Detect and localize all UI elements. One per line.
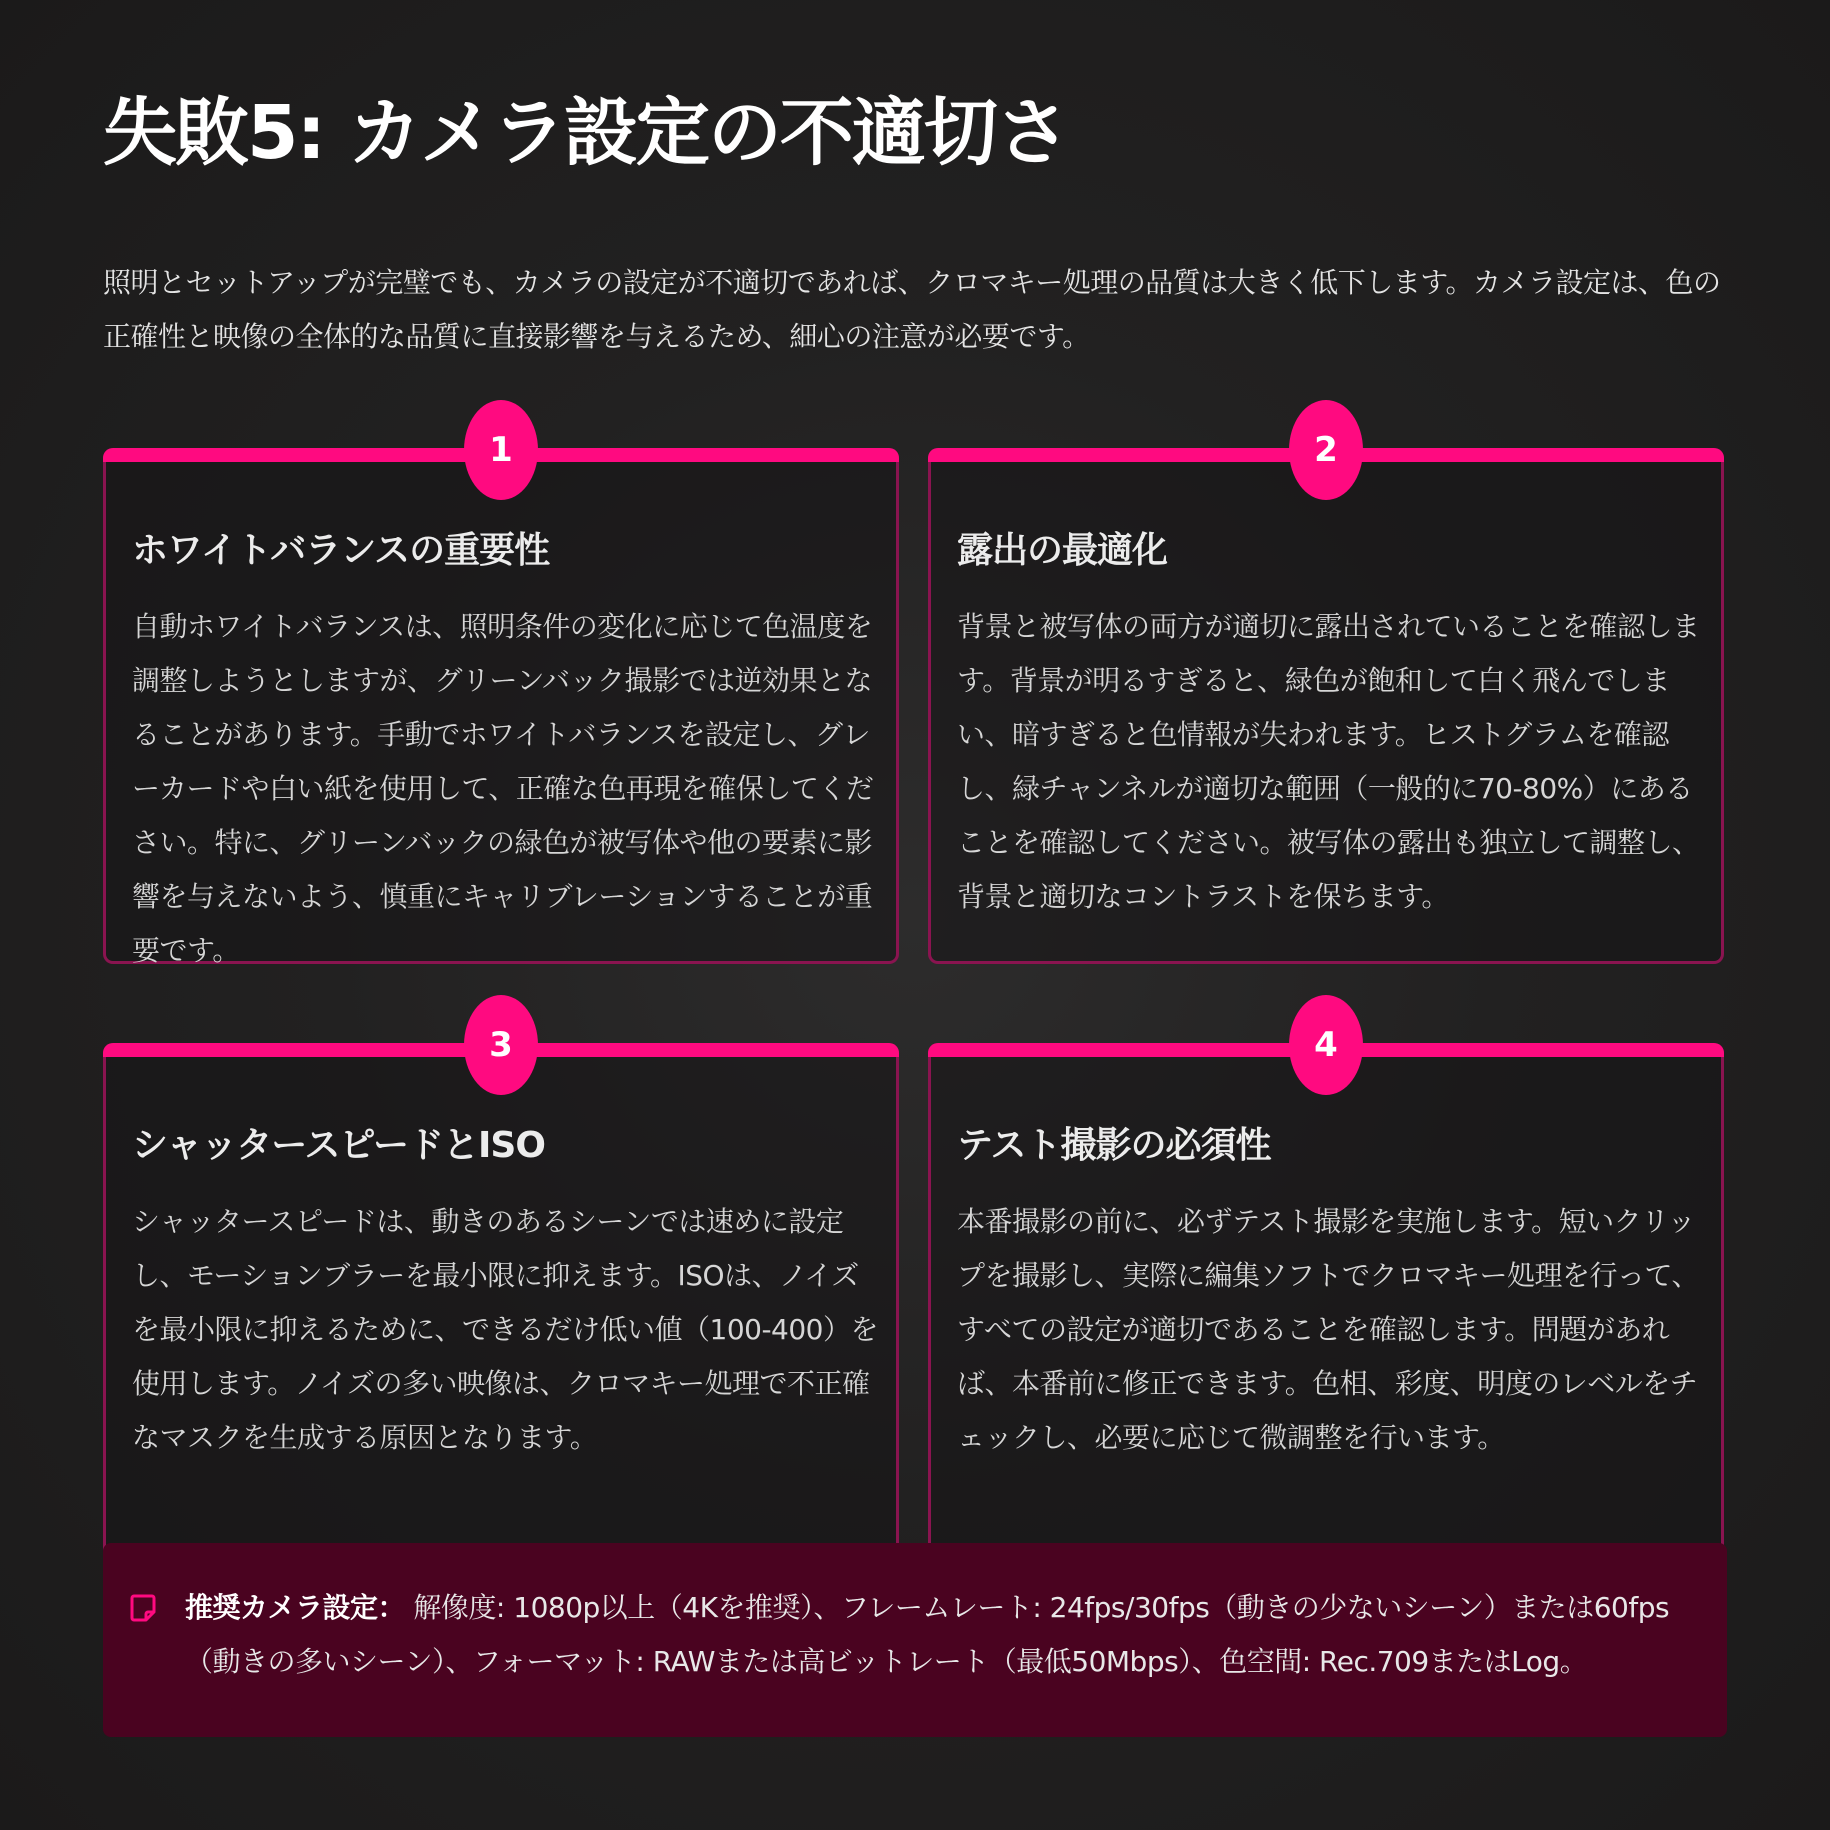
intro-paragraph: 照明とセットアップが完璧でも、カメラの設定が不適切であれば、クロマキー処理の品質は大きく低下します。カメラ設定は、色の正確性と映像の全体的な品質に直接影響を与えるため、細心の注意が必要です。 [103, 266, 1721, 353]
card-number-badge: 2 [1289, 400, 1363, 500]
recommended-settings-note [103, 1543, 1727, 1737]
card-white-balance [103, 430, 899, 967]
card-exposure [928, 430, 1724, 964]
note-icon [130, 1593, 156, 1623]
page-title: 失敗5: カメラ設定の不適切さ [103, 90, 1068, 176]
card-shutter-iso [103, 1025, 899, 1559]
card-number-badge: 3 [464, 995, 538, 1095]
note-label: 推奨カメラ設定： [185, 1591, 406, 1624]
note-content: 解像度: 1080p以上（4Kを推奨）、フレームレート: 24fps/30fps（動きの少ないシーン）または60fps（動きの多いシーン）、フォーマット: RAWまたは高ビットレート（最低50Mbps）、色空間: Rec.709またはLog。 [185, 1591, 1670, 1678]
card-title: シャッタースピードとISO [132, 1125, 545, 1166]
card-title: テスト撮影の必須性 [957, 1125, 1271, 1166]
card-title: 露出の最適化 [957, 530, 1168, 571]
note-text [185, 1581, 1695, 1689]
card-test-shoot [928, 1025, 1724, 1559]
card-number-badge: 1 [464, 400, 538, 500]
card-title: ホワイトバランスの重要性 [132, 530, 550, 571]
card-body: 自動ホワイトバランスは、照明条件の変化に応じて色温度を調整しようとしますが、グリーンバック撮影では逆効果となることがあります。手動でホワイトバランスを設定し、グレーカードや白い紙を使用して、正確な色再現を確保してください。特に、グリーンバックの緑色が被写体や他の要素に影響を与えないよう、慎重にキャリブレーションすることが重要です。 [132, 610, 874, 967]
card-body: 背景と被写体の両方が適切に露出されていることを確認します。背景が明るすぎると、緑色が飽和して白く飛んでしまい、暗すぎると色情報が失われます。ヒストグラムを確認し、緑チャンネルが適切な範囲（一般的に70-80%）にあることを確認してください。被写体の露出も独立して調整し、背景と適切なコントラストを保ちます。 [957, 610, 1700, 913]
card-number-badge: 4 [1289, 995, 1363, 1095]
card-body: 本番撮影の前に、必ずテスト撮影を実施します。短いクリップを撮影し、実際に編集ソフトでクロマキー処理を行って、すべての設定が適切であることを確認します。問題があれば、本番前に修正できます。色相、彩度、明度のレベルをチェックし、必要に応じて微調整を行います。 [957, 1205, 1699, 1454]
card-body: シャッタースピードは、動きのあるシーンでは速めに設定し、モーションブラーを最小限に抑えます。ISOは、ノイズを最小限に抑えるために、できるだけ低い値（100-400）を使用します。ノイズの多い映像は、クロマキー処理で不正確なマスクを生成する原因となります。 [132, 1205, 878, 1454]
